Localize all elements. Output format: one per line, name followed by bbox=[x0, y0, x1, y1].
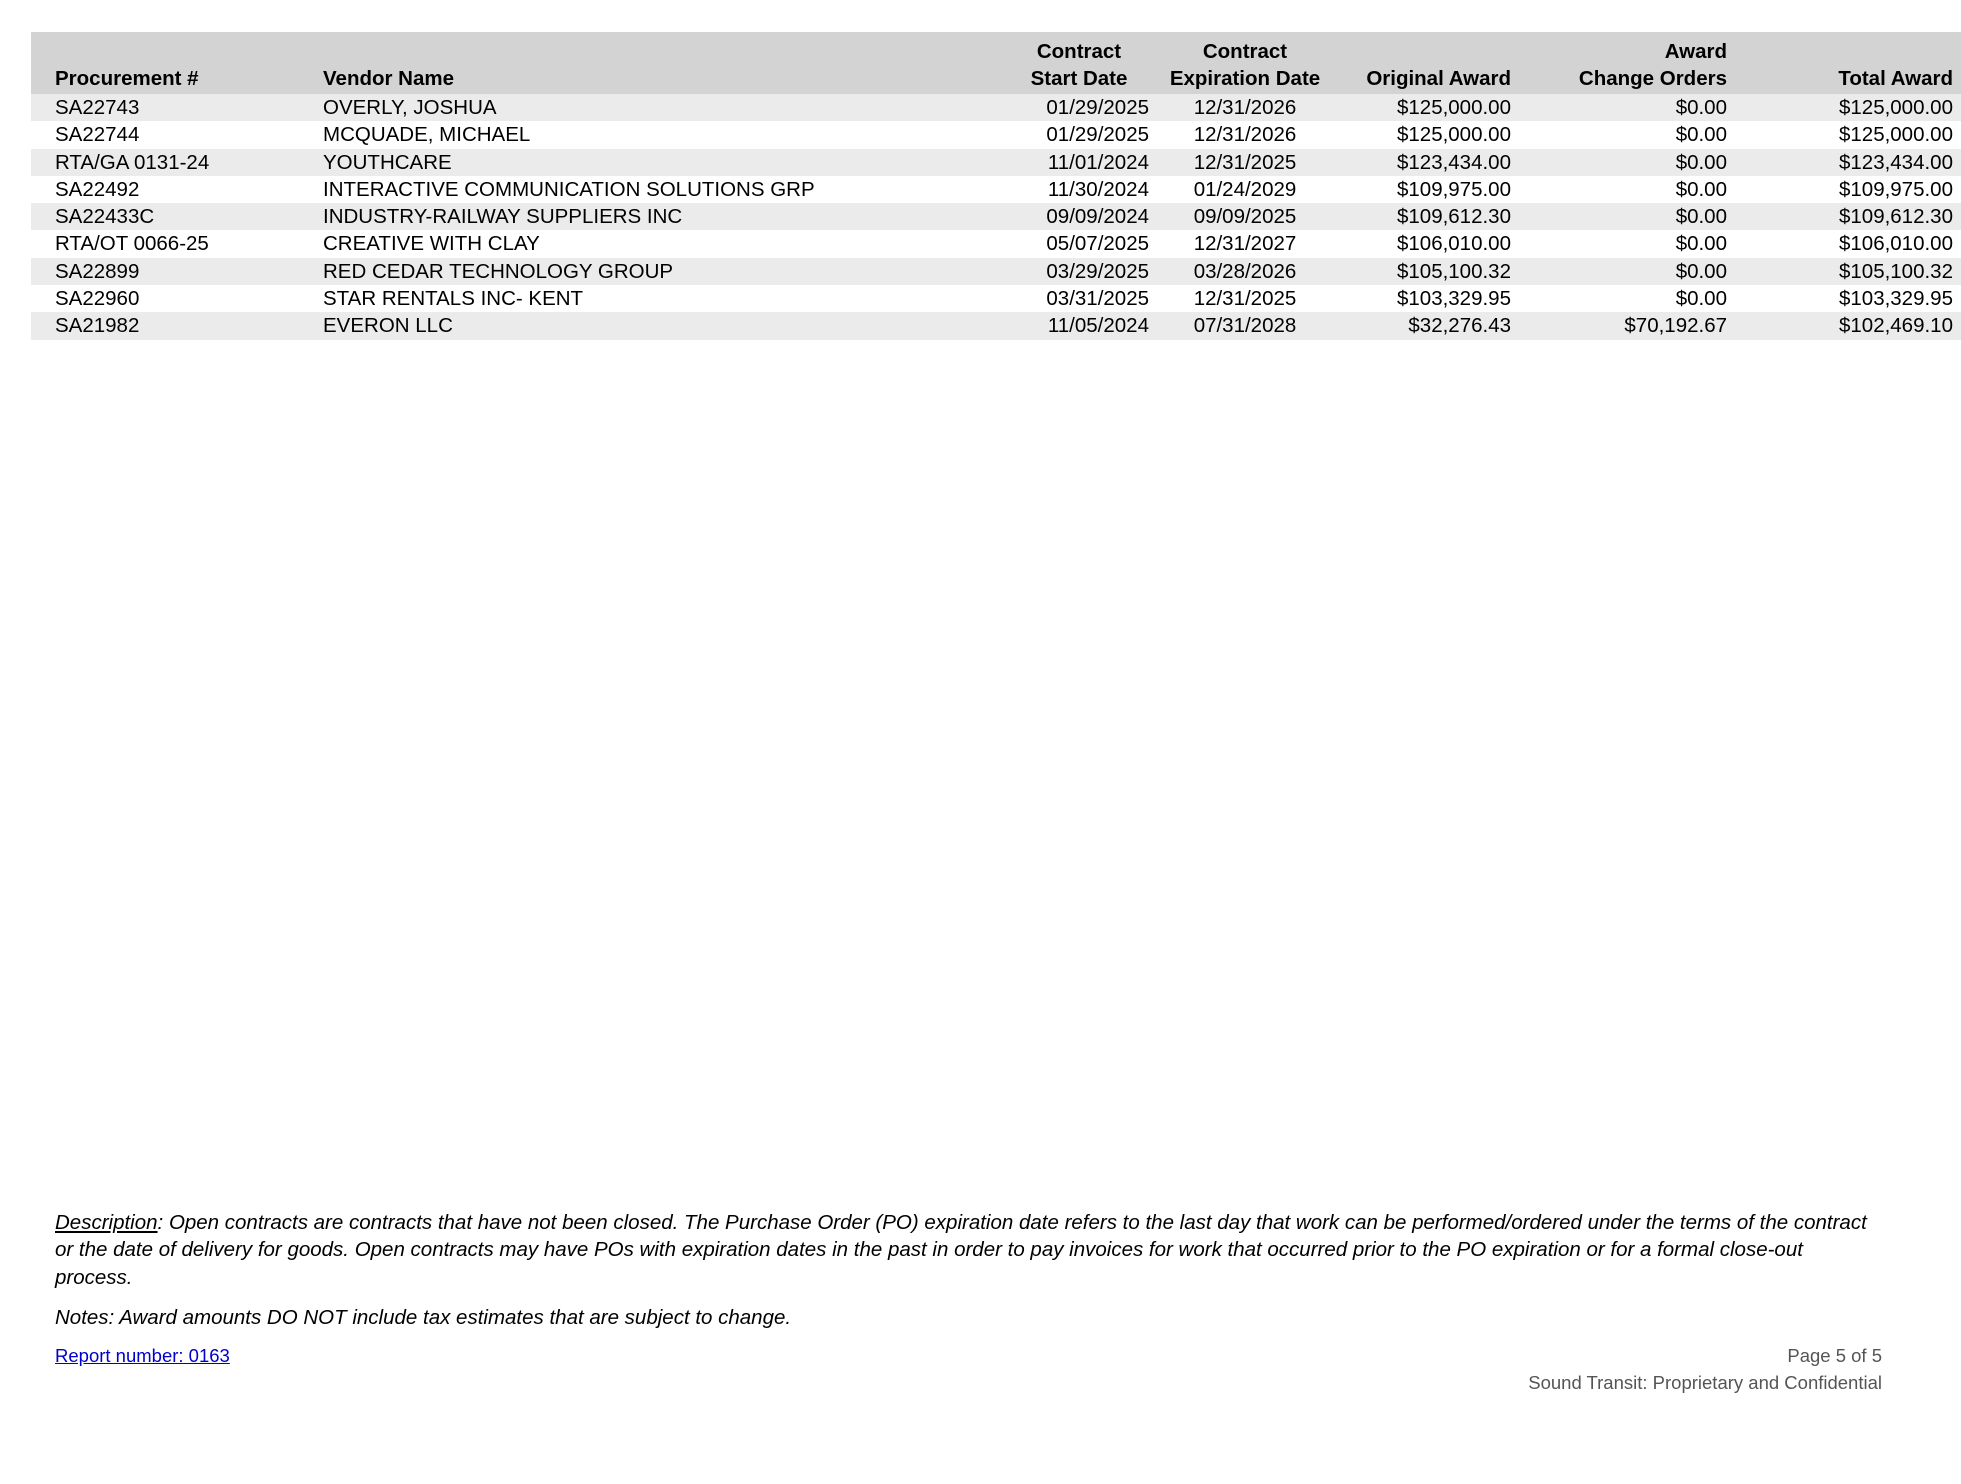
cell-total-award: $103,329.95 bbox=[1735, 285, 1961, 312]
description-paragraph bbox=[55, 1209, 1875, 1291]
cell-procurement: RTA/GA 0131-24 bbox=[31, 149, 315, 176]
header-total-line2: Total Award bbox=[1838, 67, 1953, 90]
cell-original-award: $109,612.30 bbox=[1333, 203, 1519, 230]
report-number-link[interactable]: Report number: 0163 bbox=[55, 1345, 230, 1366]
header-total-award bbox=[1735, 32, 1961, 94]
cell-expiration-date: 12/31/2027 bbox=[1157, 230, 1333, 257]
table-row bbox=[31, 312, 1961, 339]
cell-expiration-date: 12/31/2025 bbox=[1157, 285, 1333, 312]
header-expiration-line1: Contract bbox=[1202, 40, 1288, 63]
confidentiality-notice: Sound Transit: Proprietary and Confidential bbox=[1528, 1372, 1882, 1393]
cell-start-date: 03/29/2025 bbox=[1001, 258, 1157, 285]
table-row bbox=[31, 203, 1961, 230]
cell-change-orders: $0.00 bbox=[1519, 258, 1735, 285]
cell-vendor-name: OVERLY, JOSHUA bbox=[315, 94, 1001, 121]
cell-expiration-date: 01/24/2029 bbox=[1157, 176, 1333, 203]
description-label: Description bbox=[55, 1211, 158, 1234]
cell-expiration-date: 03/28/2026 bbox=[1157, 258, 1333, 285]
cell-start-date: 11/30/2024 bbox=[1001, 176, 1157, 203]
cell-procurement: RTA/OT 0066-25 bbox=[31, 230, 315, 257]
cell-vendor-name: RED CEDAR TECHNOLOGY GROUP bbox=[315, 258, 1001, 285]
cell-procurement: SA22744 bbox=[31, 121, 315, 148]
table-row bbox=[31, 258, 1961, 285]
cell-vendor-name: CREATIVE WITH CLAY bbox=[315, 230, 1001, 257]
header-procurement-line2: Procurement # bbox=[55, 67, 199, 90]
header-vendor-name bbox=[315, 32, 1001, 94]
description-text: : Open contracts are contracts that have not been closed. The Purchase Order (PO) expiration date refers to the last day that work can be performed/ordered under the terms of the contract or the date of delivery for goods. Open contracts may have POs with expiration dates in the past in order to pay invoices for work that occurred prior to the PO expiration or for a formal close-out process. bbox=[55, 1211, 1867, 1289]
header-award-change-orders bbox=[1519, 32, 1735, 94]
cell-start-date: 01/29/2025 bbox=[1001, 94, 1157, 121]
cell-change-orders: $0.00 bbox=[1519, 149, 1735, 176]
header-expiration-line2: Expiration Date bbox=[1169, 67, 1321, 90]
cell-expiration-date: 09/09/2025 bbox=[1157, 203, 1333, 230]
cell-procurement: SA22492 bbox=[31, 176, 315, 203]
cell-start-date: 01/29/2025 bbox=[1001, 121, 1157, 148]
page-number: Page 5 of 5 bbox=[1787, 1345, 1882, 1366]
cell-change-orders: $0.00 bbox=[1519, 230, 1735, 257]
cell-vendor-name: INDUSTRY-RAILWAY SUPPLIERS INC bbox=[315, 203, 1001, 230]
cell-procurement: SA22960 bbox=[31, 285, 315, 312]
cell-original-award: $103,329.95 bbox=[1333, 285, 1519, 312]
table-header-row bbox=[31, 32, 1961, 94]
cell-original-award: $125,000.00 bbox=[1333, 94, 1519, 121]
cell-total-award: $109,975.00 bbox=[1735, 176, 1961, 203]
cell-procurement: SA22433C bbox=[31, 203, 315, 230]
table-row bbox=[31, 121, 1961, 148]
header-original-award bbox=[1333, 32, 1519, 94]
header-procurement bbox=[31, 32, 315, 94]
cell-expiration-date: 12/31/2026 bbox=[1157, 94, 1333, 121]
cell-original-award: $109,975.00 bbox=[1333, 176, 1519, 203]
cell-start-date: 11/01/2024 bbox=[1001, 149, 1157, 176]
cell-vendor-name: INTERACTIVE COMMUNICATION SOLUTIONS GRP bbox=[315, 176, 1001, 203]
cell-start-date: 11/05/2024 bbox=[1001, 312, 1157, 339]
cell-procurement: SA21982 bbox=[31, 312, 315, 339]
table-row bbox=[31, 149, 1961, 176]
cell-vendor-name: YOUTHCARE bbox=[315, 149, 1001, 176]
cell-total-award: $125,000.00 bbox=[1735, 94, 1961, 121]
cell-vendor-name: EVERON LLC bbox=[315, 312, 1001, 339]
header-start-line1: Contract bbox=[1036, 40, 1122, 63]
cell-original-award: $123,434.00 bbox=[1333, 149, 1519, 176]
cell-change-orders: $0.00 bbox=[1519, 176, 1735, 203]
cell-vendor-name: MCQUADE, MICHAEL bbox=[315, 121, 1001, 148]
table-row bbox=[31, 94, 1961, 121]
cell-change-orders: $0.00 bbox=[1519, 203, 1735, 230]
cell-change-orders: $0.00 bbox=[1519, 94, 1735, 121]
cell-original-award: $125,000.00 bbox=[1333, 121, 1519, 148]
cell-total-award: $125,000.00 bbox=[1735, 121, 1961, 148]
cell-expiration-date: 12/31/2026 bbox=[1157, 121, 1333, 148]
header-start-line2: Start Date bbox=[1030, 67, 1128, 90]
cell-start-date: 05/07/2025 bbox=[1001, 230, 1157, 257]
table-row bbox=[31, 176, 1961, 203]
header-original-line2: Original Award bbox=[1366, 67, 1511, 90]
cell-procurement: SA22743 bbox=[31, 94, 315, 121]
cell-total-award: $102,469.10 bbox=[1735, 312, 1961, 339]
cell-total-award: $109,612.30 bbox=[1735, 203, 1961, 230]
header-contract-expiration-date bbox=[1157, 32, 1333, 94]
cell-total-award: $123,434.00 bbox=[1735, 149, 1961, 176]
cell-start-date: 09/09/2024 bbox=[1001, 203, 1157, 230]
cell-expiration-date: 07/31/2028 bbox=[1157, 312, 1333, 339]
cell-start-date: 03/31/2025 bbox=[1001, 285, 1157, 312]
cell-original-award: $32,276.43 bbox=[1333, 312, 1519, 339]
header-vendor-line2: Vendor Name bbox=[323, 67, 455, 90]
cell-change-orders: $0.00 bbox=[1519, 285, 1735, 312]
cell-procurement: SA22899 bbox=[31, 258, 315, 285]
cell-change-orders: $70,192.67 bbox=[1519, 312, 1735, 339]
header-change-orders-line1: Award bbox=[1664, 40, 1727, 63]
notes-text: Notes: Award amounts DO NOT include tax estimates that are subject to change. bbox=[55, 1306, 792, 1329]
table-row bbox=[31, 285, 1961, 312]
cell-total-award: $105,100.32 bbox=[1735, 258, 1961, 285]
table-row bbox=[31, 230, 1961, 257]
cell-change-orders: $0.00 bbox=[1519, 121, 1735, 148]
cell-original-award: $106,010.00 bbox=[1333, 230, 1519, 257]
cell-original-award: $105,100.32 bbox=[1333, 258, 1519, 285]
cell-expiration-date: 12/31/2025 bbox=[1157, 149, 1333, 176]
cell-vendor-name: STAR RENTALS INC- KENT bbox=[315, 285, 1001, 312]
cell-total-award: $106,010.00 bbox=[1735, 230, 1961, 257]
header-contract-start-date bbox=[1001, 32, 1157, 94]
open-contracts-table bbox=[31, 32, 1961, 340]
header-change-orders-line2: Change Orders bbox=[1578, 67, 1727, 90]
